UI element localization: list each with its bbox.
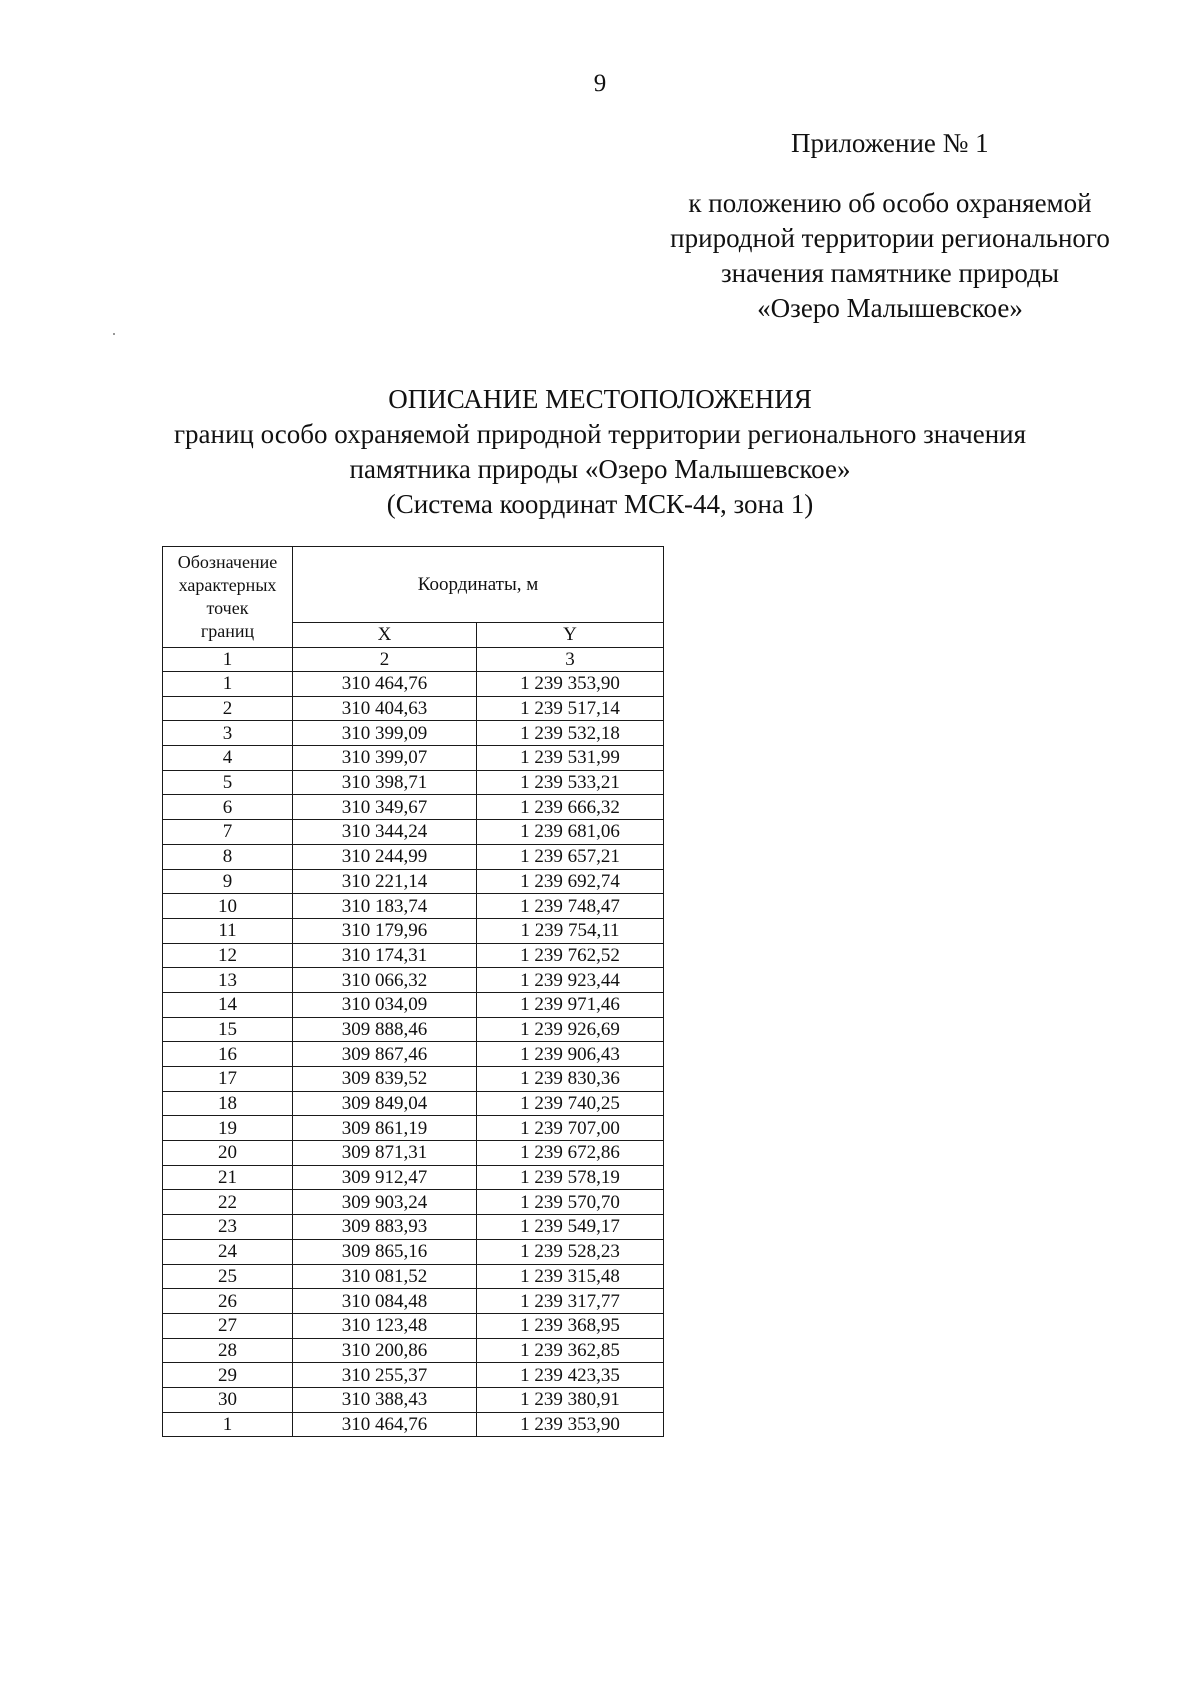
point-number-cell: 8 xyxy=(163,844,293,869)
x-coordinate-cell: 310 081,52 xyxy=(293,1264,477,1289)
point-number-cell: 7 xyxy=(163,820,293,845)
table-row xyxy=(163,770,664,795)
x-coordinate-cell: 309 912,47 xyxy=(293,1165,477,1190)
x-coordinate-cell: 310 084,48 xyxy=(293,1289,477,1314)
table-row xyxy=(163,1239,664,1264)
y-coordinate-cell: 1 239 762,52 xyxy=(477,943,664,968)
coordinates-table xyxy=(162,546,664,1437)
header-point-line: границ xyxy=(200,621,255,641)
table-row xyxy=(163,968,664,993)
point-number-cell: 16 xyxy=(163,1042,293,1067)
table-row xyxy=(163,820,664,845)
point-number-cell: 3 xyxy=(163,721,293,746)
point-number-cell: 15 xyxy=(163,1017,293,1042)
x-coordinate-cell: 310 034,09 xyxy=(293,992,477,1017)
x-coordinate-cell: 309 871,31 xyxy=(293,1141,477,1166)
table-row xyxy=(163,795,664,820)
y-coordinate-cell: 1 239 517,14 xyxy=(477,696,664,721)
table-row xyxy=(163,1215,664,1240)
point-number-cell: 28 xyxy=(163,1338,293,1363)
table-row xyxy=(163,918,664,943)
point-number-cell: 24 xyxy=(163,1239,293,1264)
x-coordinate-cell: 310 388,43 xyxy=(293,1387,477,1412)
point-number-cell: 17 xyxy=(163,1067,293,1092)
y-coordinate-cell: 1 239 692,74 xyxy=(477,869,664,894)
x-coordinate-cell: 310 221,14 xyxy=(293,869,477,894)
table-row xyxy=(163,746,664,771)
y-coordinate-cell: 1 239 906,43 xyxy=(477,1042,664,1067)
table-row xyxy=(163,869,664,894)
appendix-subtitle-line: природной территории регионального xyxy=(670,223,1110,253)
y-coordinate-cell: 1 239 570,70 xyxy=(477,1190,664,1215)
y-coordinate-cell: 1 239 532,18 xyxy=(477,721,664,746)
y-coordinate-cell: 1 239 549,17 xyxy=(477,1215,664,1240)
point-number-cell: 1 xyxy=(163,1412,293,1437)
x-coordinate-cell: 310 399,07 xyxy=(293,746,477,771)
x-coordinate-cell: 310 183,74 xyxy=(293,894,477,919)
point-number-cell: 20 xyxy=(163,1141,293,1166)
heading-line: границ особо охраняемой природной территории регионального значения xyxy=(173,419,1027,449)
point-number-cell: 14 xyxy=(163,992,293,1017)
point-number-cell: 30 xyxy=(163,1387,293,1412)
y-coordinate-cell: 1 239 830,36 xyxy=(477,1067,664,1092)
table-row xyxy=(163,1165,664,1190)
point-number-cell: 2 xyxy=(163,696,293,721)
x-coordinate-cell: 309 867,46 xyxy=(293,1042,477,1067)
x-coordinate-cell: 310 174,31 xyxy=(293,943,477,968)
appendix-subtitle-line: «Озеро Малышевское» xyxy=(757,293,1023,323)
point-number-cell: 21 xyxy=(163,1165,293,1190)
y-coordinate-cell: 1 239 666,32 xyxy=(477,795,664,820)
x-coordinate-cell: 309 861,19 xyxy=(293,1116,477,1141)
table-row xyxy=(163,943,664,968)
y-coordinate-cell: 1 239 423,35 xyxy=(477,1363,664,1388)
point-number-cell: 4 xyxy=(163,746,293,771)
x-coordinate-cell: 310 398,71 xyxy=(293,770,477,795)
x-coordinate-cell: 310 404,63 xyxy=(293,696,477,721)
column-number: 1 xyxy=(163,648,293,672)
point-number-cell: 25 xyxy=(163,1264,293,1289)
appendix-subtitle-line: к положению об особо охраняемой xyxy=(688,188,1092,218)
coordinates-body xyxy=(163,672,664,1437)
y-coordinate-cell: 1 239 533,21 xyxy=(477,770,664,795)
table-row xyxy=(163,1363,664,1388)
y-coordinate-cell: 1 239 971,46 xyxy=(477,992,664,1017)
point-number-cell: 13 xyxy=(163,968,293,993)
header-point-line: точек xyxy=(206,598,249,618)
y-coordinate-cell: 1 239 362,85 xyxy=(477,1338,664,1363)
x-coordinate-cell: 310 344,24 xyxy=(293,820,477,845)
x-coordinate-cell: 310 399,09 xyxy=(293,721,477,746)
x-coordinate-cell: 310 123,48 xyxy=(293,1313,477,1338)
x-coordinate-cell: 309 849,04 xyxy=(293,1091,477,1116)
header-x: X xyxy=(293,622,477,647)
y-coordinate-cell: 1 239 748,47 xyxy=(477,894,664,919)
table-row xyxy=(163,1116,664,1141)
y-coordinate-cell: 1 239 353,90 xyxy=(477,672,664,697)
page-number: 9 xyxy=(593,70,607,97)
table-row xyxy=(163,721,664,746)
y-coordinate-cell: 1 239 740,25 xyxy=(477,1091,664,1116)
x-coordinate-cell: 310 464,76 xyxy=(293,1412,477,1437)
appendix-subtitle xyxy=(650,186,1130,326)
table-row xyxy=(163,1313,664,1338)
table-row xyxy=(163,672,664,697)
header-point-line: Обозначение xyxy=(177,552,278,572)
y-coordinate-cell: 1 239 368,95 xyxy=(477,1313,664,1338)
table-row xyxy=(163,992,664,1017)
header-coordinates: Координаты, м xyxy=(293,547,664,623)
table-row xyxy=(163,1017,664,1042)
point-number-cell: 9 xyxy=(163,869,293,894)
table-row xyxy=(163,1091,664,1116)
point-number-cell: 6 xyxy=(163,795,293,820)
point-number-cell: 10 xyxy=(163,894,293,919)
x-coordinate-cell: 309 903,24 xyxy=(293,1190,477,1215)
table-row xyxy=(163,1338,664,1363)
appendix-subtitle-line: значения памятнике природы xyxy=(721,258,1059,288)
x-coordinate-cell: 310 179,96 xyxy=(293,918,477,943)
point-number-cell: 22 xyxy=(163,1190,293,1215)
y-coordinate-cell: 1 239 528,23 xyxy=(477,1239,664,1264)
x-coordinate-cell: 309 865,16 xyxy=(293,1239,477,1264)
heading-line: (Система координат МСК-44, зона 1) xyxy=(386,489,814,519)
y-coordinate-cell: 1 239 681,06 xyxy=(477,820,664,845)
y-coordinate-cell: 1 239 707,00 xyxy=(477,1116,664,1141)
table-row xyxy=(163,894,664,919)
point-number-cell: 1 xyxy=(163,672,293,697)
y-coordinate-cell: 1 239 926,69 xyxy=(477,1017,664,1042)
table-row xyxy=(163,1412,664,1437)
x-coordinate-cell: 309 888,46 xyxy=(293,1017,477,1042)
column-number-row xyxy=(163,648,664,672)
y-coordinate-cell: 1 239 531,99 xyxy=(477,746,664,771)
y-coordinate-cell: 1 239 754,11 xyxy=(477,918,664,943)
header-point-line: характерных xyxy=(178,575,277,595)
x-coordinate-cell: 309 839,52 xyxy=(293,1067,477,1092)
table-row xyxy=(163,1067,664,1092)
column-number: 2 xyxy=(293,648,477,672)
point-number-cell: 27 xyxy=(163,1313,293,1338)
table-row xyxy=(163,1387,664,1412)
y-coordinate-cell: 1 239 672,86 xyxy=(477,1141,664,1166)
header-y: Y xyxy=(477,622,664,647)
y-coordinate-cell: 1 239 380,91 xyxy=(477,1387,664,1412)
point-number-cell: 29 xyxy=(163,1363,293,1388)
appendix-title: Приложение № 1 xyxy=(791,128,989,158)
point-number-cell: 5 xyxy=(163,770,293,795)
table-row xyxy=(163,1141,664,1166)
table-row xyxy=(163,1289,664,1314)
point-number-cell: 11 xyxy=(163,918,293,943)
table-row xyxy=(163,1264,664,1289)
heading-line: памятника природы «Озеро Малышевское» xyxy=(349,454,851,484)
point-number-cell: 23 xyxy=(163,1215,293,1240)
x-coordinate-cell: 310 255,37 xyxy=(293,1363,477,1388)
x-coordinate-cell: 309 883,93 xyxy=(293,1215,477,1240)
y-coordinate-cell: 1 239 923,44 xyxy=(477,968,664,993)
heading-title: ОПИСАНИЕ МЕСТОПОЛОЖЕНИЯ xyxy=(388,384,812,414)
column-number: 3 xyxy=(477,648,664,672)
table-row xyxy=(163,1190,664,1215)
document-heading xyxy=(120,382,1080,522)
scan-speck xyxy=(113,333,115,335)
table-row xyxy=(163,1042,664,1067)
y-coordinate-cell: 1 239 657,21 xyxy=(477,844,664,869)
y-coordinate-cell: 1 239 353,90 xyxy=(477,1412,664,1437)
point-number-cell: 18 xyxy=(163,1091,293,1116)
x-coordinate-cell: 310 200,86 xyxy=(293,1338,477,1363)
x-coordinate-cell: 310 464,76 xyxy=(293,672,477,697)
point-number-cell: 12 xyxy=(163,943,293,968)
y-coordinate-cell: 1 239 317,77 xyxy=(477,1289,664,1314)
x-coordinate-cell: 310 066,32 xyxy=(293,968,477,993)
table-row xyxy=(163,696,664,721)
x-coordinate-cell: 310 349,67 xyxy=(293,795,477,820)
point-number-cell: 26 xyxy=(163,1289,293,1314)
y-coordinate-cell: 1 239 315,48 xyxy=(477,1264,664,1289)
table-row xyxy=(163,844,664,869)
x-coordinate-cell: 310 244,99 xyxy=(293,844,477,869)
header-point-designation xyxy=(163,547,293,648)
y-coordinate-cell: 1 239 578,19 xyxy=(477,1165,664,1190)
point-number-cell: 19 xyxy=(163,1116,293,1141)
